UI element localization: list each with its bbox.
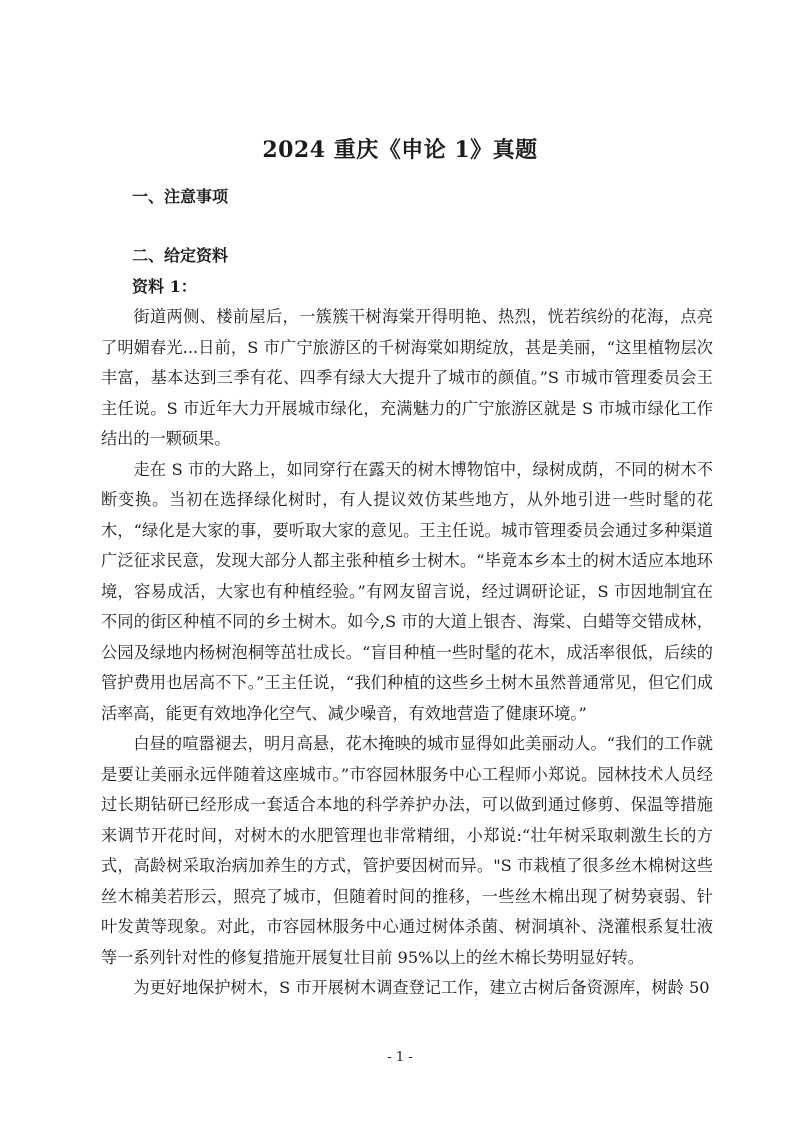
section-heading-notes: 一、注意事项 (132, 187, 229, 206)
material-1-heading: 资料 1： (132, 277, 197, 296)
paragraph: 街道两侧、楼前屋后，一簇簇干树海棠开得明艳、热烈，恍若缤纷的花海，点亮了明媚春光...日前，S 市广宁旅游区的千树海棠如期绽放，甚是美丽，“这里植物层次丰富，基本达到三季有花、四季有绿大大提升了城市的颜值。”S 市城市管理委员会王主任说。S 市近年大力开展城市绿化，充满魅力的广宁旅游区就是 S 市城市绿化工作结出的一颗硕果。 (101, 307, 713, 448)
paragraph: 为更好地保护树木，S 市开展树木调查登记工作，建立古树后备资源库，树龄 50 (133, 978, 710, 997)
page-title: 2024 重庆《申论 1》真题 (262, 137, 538, 163)
paragraph: 走在 S 市的大路上，如同穿行在露天的树木博物馆中，绿树成荫，不同的树木不断变换。当初在选择绿化树时，有人提议效仿某些地方，从外地引进一些时髦的花木，“绿化是大家的事，要听取大家的意见。王主任说。城市管理委员会通过多种渠道广泛征求民意，发现大部分人都主张种植乡士树木。“毕竟本乡本土的树木适应本地环境，容易成活，大家也有种植经验。”有网友留言说，经过调研论证，S 市因地制宜在不同的街区种植不同的乡土树木。如今,S 市的大道上银杏、海棠、白蜡等交错成林，公园及绿地内杨树泡桐等茁壮成长。“盲目种植一些时髦的花木，成活率很低，后续的管护费用也居高不下。”王主任说，“我们种植的这些乡土树木虽然普通常见，但它们成活率高，能更有效地净化空气、减少噪音，有效地营造了健康环境。” (101, 459, 713, 723)
page-number: - 1 - (387, 1050, 413, 1065)
material-1-body (101, 302, 713, 1004)
section-heading-materials: 二、给定资料 (132, 246, 229, 265)
paragraph: 白昼的喧嚣褪去，明月高悬，花木掩映的城市显得如此美丽动人。“我们的工作就是要让美丽永远伴随着这座城市。”市容园林服务中心工程师小郑说。园林技术人员经过长期钻研已经形成一套适合本地的科学养护办法，可以做到通过修剪、保温等措施来调节开花时间，对树木的水肥管理也非常精细，小郑说:“壮年树采取刺激生长的方式，高龄树采取治病加养生的方式，管护要因树而异。"S 市栽植了很多丝木棉树这些丝木棉美若形云，照亮了城市，但随着时间的推移，一些丝木棉出现了树势衰弱、针叶发黄等现象。对此，市容园林服务中心通过树体杀菌、树洞填补、浇灌根系复壮液等一系列针对性的修复措施开展复壮目前 95%以上的丝木棉长势明显好转。 (101, 734, 713, 967)
